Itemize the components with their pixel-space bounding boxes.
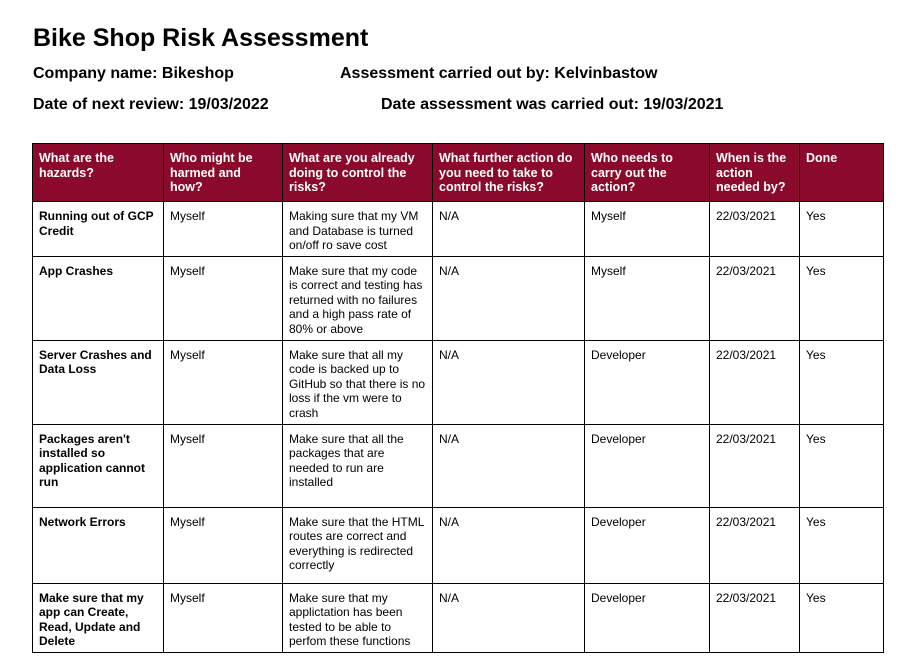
hazard-cell: Network Errors bbox=[33, 507, 164, 583]
further-action-cell: N/A bbox=[433, 340, 585, 424]
further-action-cell: N/A bbox=[433, 507, 585, 583]
when-cell: 22/03/2021 bbox=[710, 340, 800, 424]
when-cell: 22/03/2021 bbox=[710, 256, 800, 340]
actor-cell: Developer bbox=[585, 340, 710, 424]
header-current-controls: What are you already doing to control the risks? bbox=[283, 144, 433, 202]
hazard-cell: Packages aren't installed so application cannot run bbox=[33, 424, 164, 507]
actor-cell: Developer bbox=[585, 424, 710, 507]
who-cell: Myself bbox=[164, 424, 283, 507]
risk-assessment-table bbox=[32, 143, 884, 653]
who-cell: Myself bbox=[164, 340, 283, 424]
next-review-date: Date of next review: 19/03/2022 bbox=[33, 96, 269, 113]
table-row bbox=[33, 340, 884, 424]
done-cell: Yes bbox=[800, 583, 884, 652]
who-cell: Myself bbox=[164, 256, 283, 340]
when-cell: 22/03/2021 bbox=[710, 424, 800, 507]
assessor-name: Assessment carried out by: Kelvinbastow bbox=[340, 65, 658, 82]
assessment-date: Date assessment was carried out: 19/03/2021 bbox=[381, 96, 724, 113]
hazard-cell: Make sure that my app can Create, Read, Update and Delete bbox=[33, 583, 164, 652]
table-header-row bbox=[33, 144, 884, 202]
who-cell: Myself bbox=[164, 583, 283, 652]
done-cell: Yes bbox=[800, 256, 884, 340]
table-row bbox=[33, 424, 884, 507]
done-cell: Yes bbox=[800, 202, 884, 257]
header-when-needed: When is the action needed by? bbox=[710, 144, 800, 202]
document-title: Bike Shop Risk Assessment bbox=[33, 24, 369, 52]
hazard-cell: Running out of GCP Credit bbox=[33, 202, 164, 257]
table-row bbox=[33, 256, 884, 340]
further-action-cell: N/A bbox=[433, 583, 585, 652]
header-done: Done bbox=[800, 144, 884, 202]
header-who-acts: Who needs to carry out the action? bbox=[585, 144, 710, 202]
actor-cell: Developer bbox=[585, 583, 710, 652]
table-row bbox=[33, 507, 884, 583]
further-action-cell: N/A bbox=[433, 424, 585, 507]
table-row bbox=[33, 202, 884, 257]
done-cell: Yes bbox=[800, 340, 884, 424]
further-action-cell: N/A bbox=[433, 256, 585, 340]
hazard-cell: Server Crashes and Data Loss bbox=[33, 340, 164, 424]
who-cell: Myself bbox=[164, 507, 283, 583]
header-further-action: What further action do you need to take to control the risks? bbox=[433, 144, 585, 202]
hazard-cell: App Crashes bbox=[33, 256, 164, 340]
header-hazards: What are the hazards? bbox=[33, 144, 164, 202]
actor-cell: Developer bbox=[585, 507, 710, 583]
when-cell: 22/03/2021 bbox=[710, 583, 800, 652]
header-who-harmed: Who might be harmed and how? bbox=[164, 144, 283, 202]
when-cell: 22/03/2021 bbox=[710, 202, 800, 257]
done-cell: Yes bbox=[800, 424, 884, 507]
controls-cell: Make sure that all my code is backed up to GitHub so that there is no loss if the vm were to crash bbox=[283, 340, 433, 424]
controls-cell: Make sure that my applictation has been tested to be able to perfom these functions bbox=[283, 583, 433, 652]
when-cell: 22/03/2021 bbox=[710, 507, 800, 583]
further-action-cell: N/A bbox=[433, 202, 585, 257]
controls-cell: Making sure that my VM and Database is turned on/off ro save cost bbox=[283, 202, 433, 257]
company-name: Company name: Bikeshop bbox=[33, 65, 234, 82]
actor-cell: Myself bbox=[585, 202, 710, 257]
controls-cell: Make sure that the HTML routes are correct and everything is redirected correctly bbox=[283, 507, 433, 583]
table-row bbox=[33, 583, 884, 652]
who-cell: Myself bbox=[164, 202, 283, 257]
controls-cell: Make sure that my code is correct and testing has returned with no failures and a high pass rate of 80% or above bbox=[283, 256, 433, 340]
controls-cell: Make sure that all the packages that are needed to run are installed bbox=[283, 424, 433, 507]
done-cell: Yes bbox=[800, 507, 884, 583]
actor-cell: Myself bbox=[585, 256, 710, 340]
